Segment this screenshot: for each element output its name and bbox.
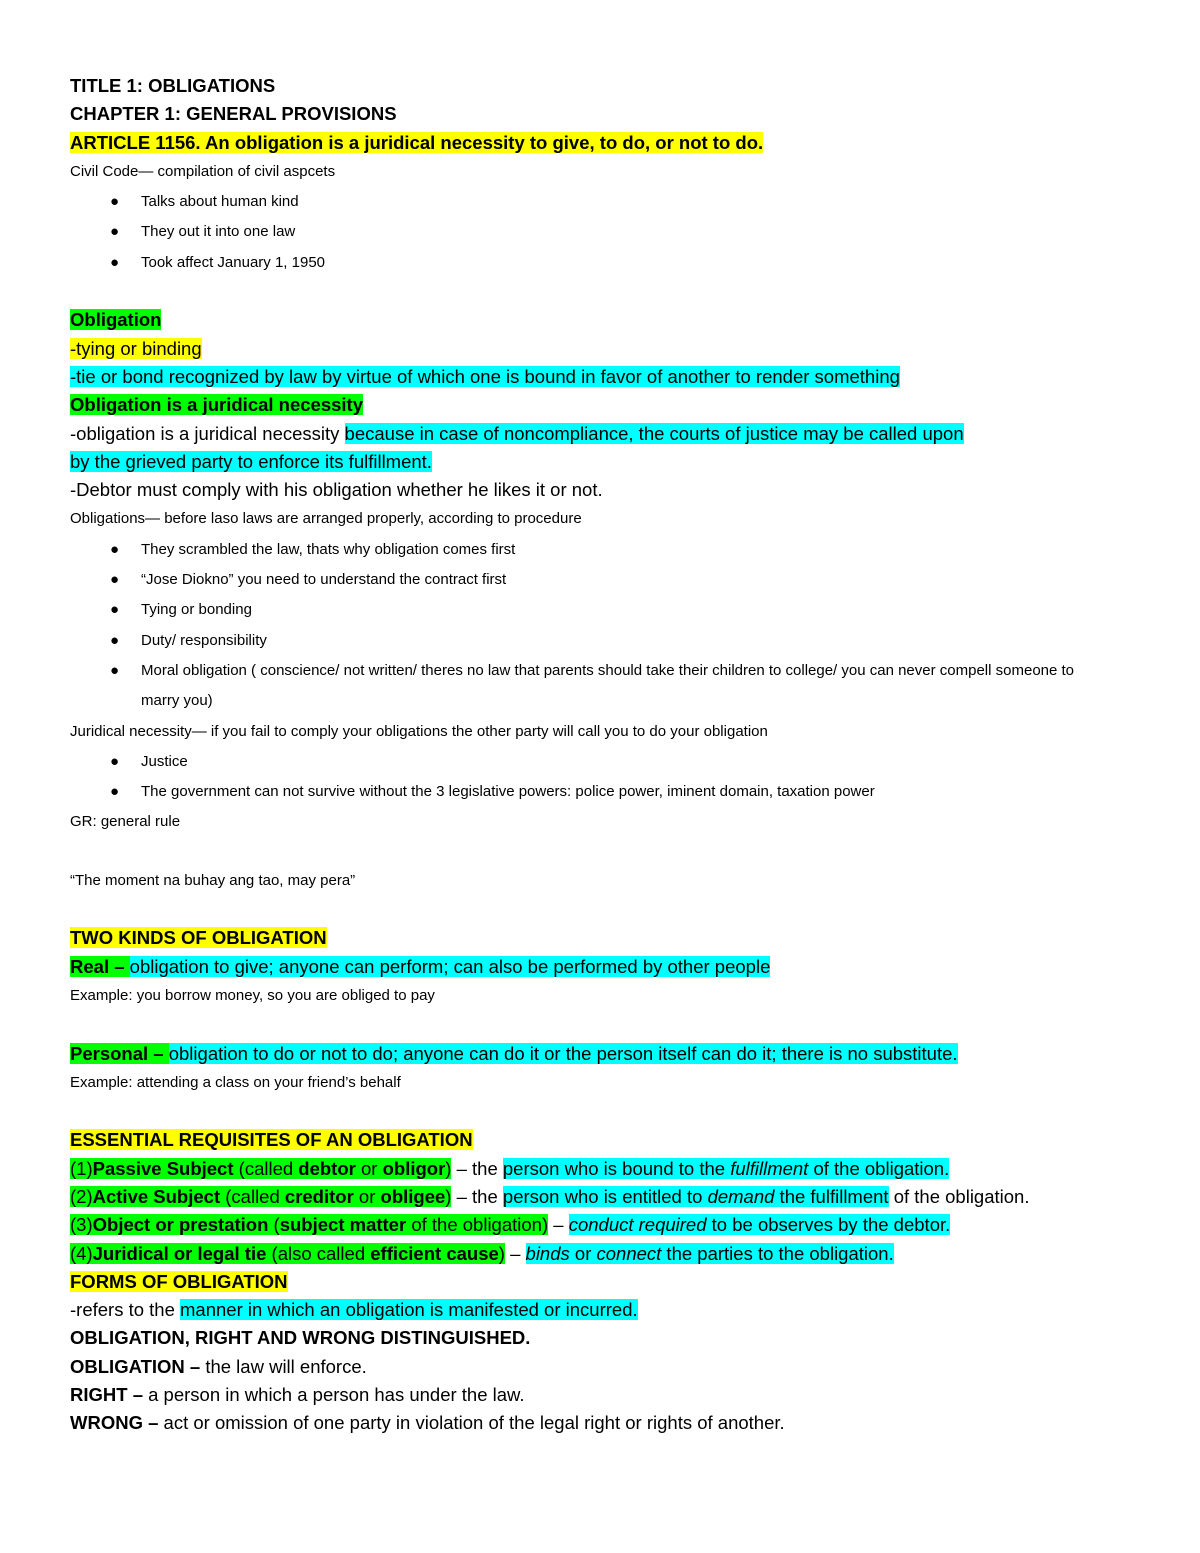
requisite-4-label: Juridical or legal tie <box>92 1242 267 1264</box>
requisite-3-d2: to be observes by the debtor. <box>706 1214 951 1236</box>
wrong-definition: act or omission of one party in violation of the legal right or rights of another. <box>163 1412 785 1434</box>
obligation-heading-text: Obligation <box>70 309 162 331</box>
requisites-heading <box>70 1126 1135 1154</box>
bullet-icon: ● <box>110 783 120 801</box>
requisite-2-dash: – the <box>451 1185 503 1207</box>
requisite-2-d2: the fulfillment <box>774 1185 889 1207</box>
requisite-1-b2: obligor <box>382 1157 446 1179</box>
list-item-text: Moral obligation ( conscience/ not written/ theres no law that parents should take their children to college/ you can never compell someone to marry you) <box>141 661 1075 710</box>
requisite-3-dash: – <box>548 1214 569 1236</box>
two-kinds-heading <box>70 924 1135 952</box>
juridical-necessity-intro: Juridical necessity— if you fail to comply your obligations the other party will call you to do your obligation <box>70 722 768 740</box>
requisite-2-b2: obligee <box>380 1185 446 1207</box>
bullet-icon: ● <box>110 193 120 211</box>
real-label <box>70 956 130 977</box>
list-item <box>70 535 1135 565</box>
list-item <box>70 565 1135 595</box>
spacer <box>70 1011 1135 1039</box>
requisite-4-p1: (also called <box>266 1242 371 1264</box>
obligation-tie <box>70 363 1135 391</box>
forms-highlight: manner in which an obligation is manifested or incurred. <box>180 1299 638 1321</box>
obligation-tying <box>70 335 1135 363</box>
juridical-necessity-list <box>70 747 1135 808</box>
civil-code-list <box>70 187 1135 278</box>
requisite-1-p2: or <box>355 1157 383 1179</box>
list-item <box>70 595 1135 625</box>
requisite-3-definition <box>569 1214 951 1235</box>
spacer <box>70 896 1135 924</box>
obligation-label: OBLIGATION – <box>70 1355 206 1377</box>
list-item-text: The government can not survive without the 3 legislative powers: police power, iminent domain, taxation power <box>141 783 875 801</box>
two-kinds-heading-text: TWO KINDS OF OBLIGATION <box>70 927 327 949</box>
debtor-line: -Debtor must comply with his obligation whether he likes it or not. <box>70 479 603 501</box>
requisite-2-p3: ) <box>445 1185 452 1207</box>
wrong-definition-line <box>70 1409 1135 1437</box>
requisite-1-d1: person who is bound to the <box>502 1157 731 1179</box>
requisite-object-prestation <box>70 1211 1135 1239</box>
forms-heading-text: FORMS OF OBLIGATION <box>70 1270 288 1292</box>
list-item-text: “Jose Diokno” you need to understand the contract first <box>141 571 507 589</box>
personal-dash: – <box>148 1042 169 1064</box>
personal-label-text: Personal <box>70 1042 149 1064</box>
personal-obligation <box>70 1040 1135 1068</box>
list-item-text: Justice <box>141 752 188 770</box>
requisite-4-term <box>70 1243 505 1264</box>
list-item <box>70 248 1135 278</box>
bullet-icon: ● <box>110 540 120 558</box>
forms-plain: -refers to the <box>70 1299 181 1321</box>
requisite-3-b1: subject matter <box>279 1214 407 1236</box>
requisite-4-definition <box>526 1243 894 1264</box>
requisite-4-b1: efficient cause <box>370 1242 499 1264</box>
requisite-4-num: (4) <box>70 1242 93 1264</box>
list-item <box>70 656 1101 717</box>
requisite-1-dash: – the <box>451 1157 503 1179</box>
list-item-text: Tying or bonding <box>141 601 252 619</box>
requisite-3-p2: of the obligation) <box>406 1214 549 1236</box>
requisite-1-d2: of the obligation. <box>808 1157 950 1179</box>
requisite-2-d-it: demand <box>707 1185 775 1207</box>
real-example: Example: you borrow money, so you are obliged to pay <box>70 986 435 1004</box>
list-item <box>70 747 1135 777</box>
obligation-tying-text: -tying or binding <box>70 337 202 359</box>
article-1156-text: ARTICLE 1156. An obligation is a juridical necessity to give, to do, or not to do. <box>70 131 764 153</box>
obligations-list <box>70 535 1135 717</box>
bullet-icon: ● <box>110 601 120 619</box>
list-item <box>70 187 1135 217</box>
title-heading: TITLE 1: OBLIGATIONS <box>70 75 276 96</box>
list-item-text: They out it into one law <box>141 223 296 241</box>
personal-definition: obligation to do or not to do; anyone can do it or the person itself can do it; there is no substitute. <box>168 1042 958 1064</box>
requisite-4-d2: the parties to the obligation. <box>661 1242 894 1264</box>
bullet-icon: ● <box>110 631 120 649</box>
requisite-1-p3: ) <box>445 1157 452 1179</box>
bullet-icon: ● <box>110 253 120 271</box>
right-label: RIGHT – <box>70 1384 149 1406</box>
real-obligation <box>70 953 1135 981</box>
obligation-definition-line <box>70 1353 1135 1381</box>
list-item <box>70 626 1135 656</box>
juridical-highlight-1: because in case of noncompliance, the courts of justice may be called upon <box>344 422 964 444</box>
real-definition: obligation to give; anyone can perform; can also be performed by other people <box>129 955 771 977</box>
bullet-icon: ● <box>110 752 120 770</box>
real-dash: – <box>109 955 130 977</box>
list-item-text: Duty/ responsibility <box>141 631 267 649</box>
juridical-highlight-2: by the grieved party to enforce its fulfillment. <box>70 450 432 472</box>
requisite-3-d-it: conduct required <box>568 1214 707 1236</box>
list-item-text: They scrambled the law, thats why obligation comes first <box>141 540 516 558</box>
juridical-heading <box>70 391 1135 419</box>
requisite-2-num: (2) <box>70 1185 93 1207</box>
requisite-1-b1: debtor <box>298 1157 356 1179</box>
requisite-3-p1: ( <box>268 1214 280 1236</box>
obligation-tie-text: -tie or bond recognized by law by virtue of which one is bound in favor of another to render something <box>70 365 900 387</box>
general-rule-note: GR: general rule <box>70 813 181 831</box>
list-item <box>70 777 1135 807</box>
requisite-3-term <box>70 1214 548 1235</box>
requisite-4-dash: – <box>504 1242 526 1264</box>
spacer <box>70 278 1135 306</box>
bullet-icon: ● <box>110 571 120 589</box>
requisite-1-term <box>70 1158 451 1179</box>
spacer <box>70 838 1135 866</box>
requisite-1-num: (1) <box>70 1157 93 1179</box>
right-definition-line <box>70 1381 1135 1409</box>
requisite-1-p1: (called <box>233 1157 299 1179</box>
forms-line <box>70 1296 1135 1324</box>
list-item <box>70 217 1135 247</box>
distinguished-heading: OBLIGATION, RIGHT AND WRONG DISTINGUISHED. <box>70 1327 531 1349</box>
requisite-1-definition <box>503 1158 949 1179</box>
personal-example: Example: attending a class on your friend’s behalf <box>70 1073 401 1091</box>
requisite-active-subject <box>70 1183 1135 1211</box>
requisite-4-d-mid: or <box>569 1242 597 1264</box>
right-definition: a person in which a person has under the law. <box>148 1384 525 1406</box>
document-page <box>70 72 1135 1438</box>
wrong-label: WRONG – <box>70 1412 164 1434</box>
juridical-line-1 <box>70 420 1135 448</box>
chapter-heading: CHAPTER 1: GENERAL PROVISIONS <box>70 103 397 125</box>
bullet-icon: ● <box>110 661 120 679</box>
personal-label <box>70 1043 169 1064</box>
civil-code-intro: Civil Code— compilation of civil aspcets <box>70 162 336 180</box>
article-1156 <box>70 129 1135 157</box>
real-label-text: Real <box>70 955 110 977</box>
requisite-4-d-it2: connect <box>596 1242 662 1264</box>
requisite-2-p2: or <box>353 1185 381 1207</box>
requisite-1-d-it: fulfillment <box>730 1157 809 1179</box>
requisite-2-definition <box>503 1186 889 1207</box>
requisite-2-d1: person who is entitled to <box>502 1185 708 1207</box>
obligation-heading <box>70 306 1135 334</box>
spacer <box>70 1098 1135 1126</box>
requisite-juridical-tie <box>70 1240 1135 1268</box>
requisite-3-num: (3) <box>70 1214 93 1236</box>
requisite-4-p2: ) <box>498 1242 505 1264</box>
requisite-2-p1: (called <box>220 1185 285 1207</box>
obligation-definition: the law will enforce. <box>205 1355 367 1377</box>
requisite-4-d-it1: binds <box>525 1242 570 1264</box>
list-item-text: Talks about human kind <box>141 193 299 211</box>
bullet-icon: ● <box>110 223 120 241</box>
obligations-intro: Obligations— before laso laws are arranged properly, according to procedure <box>70 510 582 528</box>
requisite-1-label: Passive Subject <box>92 1157 234 1179</box>
requisite-2-term <box>70 1186 451 1207</box>
requisite-2-label: Active Subject <box>92 1185 221 1207</box>
forms-heading <box>70 1268 1135 1296</box>
requisite-2-b1: creditor <box>284 1185 354 1207</box>
requisite-2-tail: of the obligation. <box>888 1185 1030 1207</box>
requisite-3-label: Object or prestation <box>92 1214 269 1236</box>
list-item-text: Took affect January 1, 1950 <box>141 253 326 271</box>
requisites-heading-text: ESSENTIAL REQUISITES OF AN OBLIGATION <box>70 1129 473 1151</box>
juridical-line-2 <box>70 448 1135 476</box>
juridical-plain: -obligation is a juridical necessity <box>70 422 345 444</box>
requisite-passive-subject <box>70 1155 1135 1183</box>
quote-line: “The moment na buhay ang tao, may pera” <box>70 871 356 889</box>
juridical-heading-text: Obligation is a juridical necessity <box>70 394 364 416</box>
